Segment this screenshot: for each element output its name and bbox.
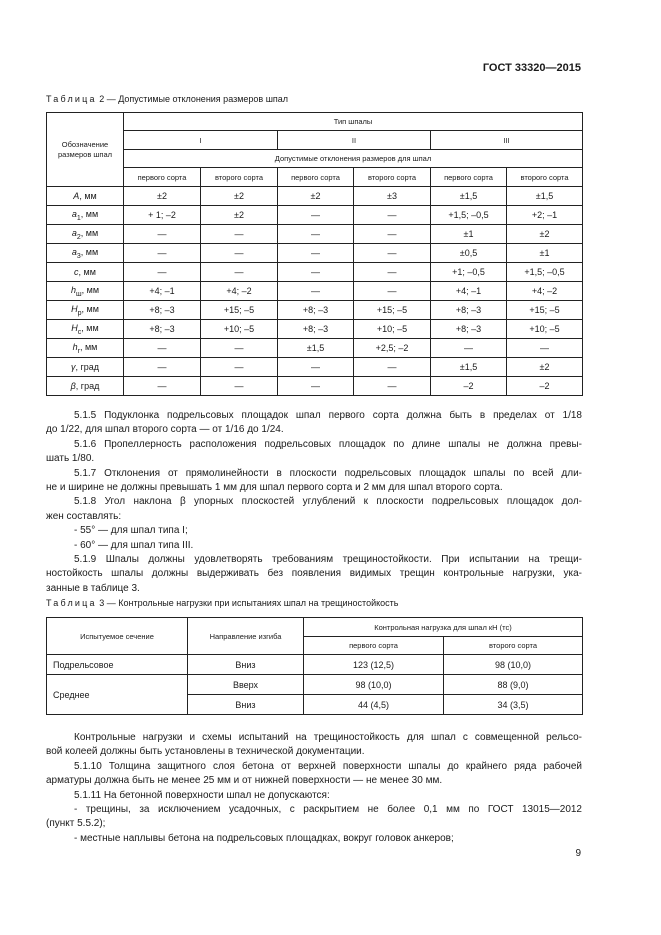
table2-value-cell: +4; –1 — [431, 282, 507, 301]
table3-direction-header: Направление изгиба — [188, 618, 304, 655]
table2-value-cell: — — [354, 377, 431, 396]
text-line: - местные наплывы бетона на подрельсовых площадках, вокруг головок анкеров; — [74, 832, 454, 844]
table2-value-cell: + 1; –2 — [124, 206, 201, 225]
table2-value-cell: +15; –5 — [354, 301, 431, 320]
text-line: до 1/22, для шпал второго сорта — от 1/16 до 1/24. — [46, 424, 284, 436]
table2-designation-cell — [47, 263, 124, 282]
table3-caption-text: 3 — Контрольные нагрузки при испытаниях шпал на трещиностойкость — [99, 598, 399, 608]
table2-value-cell: +8; –3 — [124, 301, 201, 320]
table3-value-cell: 34 (3,5) — [444, 695, 583, 715]
table2-value-cell: +1; –0,5 — [431, 263, 507, 282]
document-number: ГОСТ 33320—2015 — [482, 62, 581, 74]
table-row — [47, 358, 583, 377]
symbol: γ — [70, 362, 76, 372]
table2-value-cell: ±1,5 — [431, 358, 507, 377]
table2-value-cell: ±1,5 — [278, 339, 354, 358]
table3-value-cell: 123 (12,5) — [304, 655, 444, 675]
table2-value-cell: +8; –3 — [278, 320, 354, 339]
table3-caption — [46, 598, 398, 608]
table2-value-cell: ±2 — [201, 206, 278, 225]
table2-value-cell: +2,5; –2 — [354, 339, 431, 358]
symbol-subscript: ш — [76, 290, 82, 298]
table2-value-cell: — — [124, 263, 201, 282]
table2-value-cell: — — [278, 282, 354, 301]
table-row — [47, 339, 583, 358]
table2-value-cell: — — [431, 339, 507, 358]
symbol-subscript: 3 — [76, 252, 81, 260]
table2-value-cell: — — [201, 244, 278, 263]
section-text-1 — [46, 409, 582, 596]
table-row — [47, 655, 583, 675]
table2-type-header: Тип шпалы — [124, 113, 583, 131]
text-line: занные в таблице 3. — [46, 582, 140, 594]
table2-deviation-header: Допустимые отклонения размеров для шпал — [124, 150, 583, 168]
table3-load-header: Контрольная нагрузка для шпал кН (тс) — [304, 618, 583, 637]
text-line: 5.1.10 Толщина защитного слоя бетона от верхней поверхности шпалы до крайнего ряда рабочей — [74, 760, 582, 772]
table2-value-cell: +1,5; –0,5 — [507, 263, 583, 282]
unit: , мм — [81, 284, 100, 295]
table3-section-header: Испытуемое сечение — [47, 618, 188, 655]
table2-value-cell: ±1,5 — [431, 187, 507, 206]
table-row — [47, 301, 583, 320]
table3-control-loads — [46, 617, 583, 715]
table2-value-cell: +1,5; –0,5 — [431, 206, 507, 225]
table2-value-cell: — — [201, 263, 278, 282]
symbol-subscript: 1 — [76, 214, 81, 222]
symbol-subscript: c — [77, 328, 82, 336]
table2-value-cell: ±2 — [278, 187, 354, 206]
text-line: жен составлять: — [46, 510, 122, 522]
table-row — [47, 675, 583, 695]
table2-grade-header: второго сорта — [507, 168, 583, 187]
unit: , мм — [79, 341, 98, 352]
table2-value-cell: –2 — [507, 377, 583, 396]
symbol: H — [71, 322, 78, 333]
text-line: шать 1/80. — [46, 453, 95, 465]
table2-designation-cell — [47, 206, 124, 225]
table2-value-cell: +4; –2 — [507, 282, 583, 301]
text-line: 5.1.5 Подуклонка подрельсовых площадок шпал первого сорта должна быть в пределах от 1/18 — [74, 410, 582, 421]
table2-value-cell: +8; –3 — [124, 320, 201, 339]
table2-grade-header: второго сорта — [201, 168, 278, 187]
table2-value-cell: — — [354, 263, 431, 282]
table2-value-cell: — — [201, 339, 278, 358]
page-number: 9 — [575, 848, 581, 859]
table2-type-3: III — [431, 131, 583, 150]
table3-value-cell: 44 (4,5) — [304, 695, 444, 715]
table2-designation-cell — [47, 339, 124, 358]
table2-grade-header: первого сорта — [124, 168, 201, 187]
table2-grade-header: первого сорта — [431, 168, 507, 187]
unit: , мм — [80, 246, 99, 257]
table2-caption — [46, 94, 288, 104]
symbol: a — [71, 246, 77, 257]
text-line: вой колеей должны быть установлены в технической документации. — [46, 746, 365, 758]
unit: , мм — [80, 227, 99, 238]
table2-value-cell: — — [278, 358, 354, 377]
table2-value-cell: — — [354, 206, 431, 225]
text-line: - трещины, за исключением усадочных, с раскрытием не более 0,1 мм по ГОСТ 13015—2012 — [74, 804, 582, 816]
table-row — [47, 377, 583, 396]
table2-value-cell: +2; –1 — [507, 206, 583, 225]
table2-value-cell: ±0,5 — [431, 244, 507, 263]
table2-value-cell: ±1,5 — [507, 187, 583, 206]
table2-value-cell: +15; –5 — [507, 301, 583, 320]
table2-value-cell: — — [201, 358, 278, 377]
table2-value-cell: — — [124, 244, 201, 263]
table2-value-cell: ±3 — [354, 187, 431, 206]
table2-value-cell: ±2 — [201, 187, 278, 206]
symbol-subscript: 2 — [76, 233, 81, 241]
symbol: h — [70, 284, 76, 295]
text-line: 5.1.7 Отклонения от прямолинейности в плоскости подрельсовых площадок шпалы по всей дли- — [74, 467, 582, 479]
table2-designation-cell — [47, 244, 124, 263]
table2-value-cell: +8; –3 — [431, 320, 507, 339]
table3-direction-cell: Вверх — [188, 675, 304, 695]
text-line: не и ширине не должны превышать 1 мм для шпал первого сорта и 2 мм для шпал второго сорта. — [46, 482, 503, 494]
table3-grade1-header: первого сорта — [304, 637, 444, 655]
text-line: 5.1.6 Пропеллерность расположения подрельсовых площадок по длине шпалы не должна превы- — [74, 438, 582, 450]
table2-value-cell: — — [201, 377, 278, 396]
table2-designation-cell — [47, 282, 124, 301]
table2-caption-text: 2 — Допустимые отклонения размеров шпал — [99, 94, 289, 104]
table2-value-cell: +4; –2 — [201, 282, 278, 301]
unit: , мм — [79, 191, 97, 201]
table2-grade-header: первого сорта — [278, 168, 354, 187]
text-line: (пункт 5.5.2); — [46, 818, 106, 830]
table2-grade-header: второго сорта — [354, 168, 431, 187]
text-line: арматуры должна быть не менее 25 мм и от нижней поверхности — не менее 30 мм. — [46, 775, 443, 787]
table2-type-1: I — [124, 131, 278, 150]
text-line: Контрольные нагрузки и схемы испытаний на трещиностойкость для шпал с совмещенной рельсо- — [74, 732, 582, 743]
table-row — [47, 263, 583, 282]
text-line: 5.1.9 Шпалы должны удовлетворять требованиям трещиностойкости. При испытании на трещи- — [74, 554, 582, 566]
table2-value-cell: — — [354, 225, 431, 244]
table2-value-cell: — — [124, 358, 201, 377]
table2-value-cell: +10; –5 — [201, 320, 278, 339]
table3-value-cell: 98 (10,0) — [304, 675, 444, 695]
table-row — [47, 187, 583, 206]
table2-value-cell: ±2 — [507, 225, 583, 244]
table3-direction-cell: Вниз — [188, 695, 304, 715]
table-row — [47, 320, 583, 339]
text-line: 5.1.8 Угол наклона β упорных плоскостей углублений к плоскости подрельсовых площадок дол- — [74, 496, 582, 508]
table2-value-cell: — — [124, 339, 201, 358]
table2-value-cell: — — [278, 206, 354, 225]
table2-value-cell: +8; –3 — [278, 301, 354, 320]
table3-value-cell: 98 (10,0) — [444, 655, 583, 675]
table2-value-cell: — — [124, 225, 201, 244]
table2-value-cell: +4; –1 — [124, 282, 201, 301]
symbol: h — [72, 341, 78, 352]
symbol: c — [74, 267, 79, 277]
table2-value-cell: — — [124, 377, 201, 396]
table2-designation-cell — [47, 320, 124, 339]
table2-col-designation-header: Обозначение размеров шпал — [47, 113, 124, 187]
table-row — [47, 206, 583, 225]
table3-value-cell: 88 (9,0) — [444, 675, 583, 695]
table3-section-cell: Подрельсовое — [47, 655, 188, 675]
table3-section-cell: Среднее — [47, 675, 188, 715]
table2-value-cell: ±2 — [124, 187, 201, 206]
table2-value-cell: +10; –5 — [354, 320, 431, 339]
table2-designation-cell — [47, 358, 124, 377]
table2-value-cell: — — [354, 282, 431, 301]
table-row — [47, 282, 583, 301]
table-row — [47, 225, 583, 244]
table2-value-cell: — — [354, 358, 431, 377]
table2-designation-cell — [47, 225, 124, 244]
table2-designation-cell — [47, 301, 124, 320]
unit: , град — [75, 362, 100, 372]
table2-value-cell: — — [354, 244, 431, 263]
table3-grade2-header: второго сорта — [444, 637, 583, 655]
table2-value-cell: ±1 — [507, 244, 583, 263]
symbol: a — [71, 227, 77, 238]
unit: , град — [75, 381, 100, 391]
table2-value-cell: — — [278, 244, 354, 263]
text-line: - 55° — для шпал типа I; — [74, 525, 188, 537]
table3-direction-cell: Вниз — [188, 655, 304, 675]
table2-value-cell: +10; –5 — [507, 320, 583, 339]
unit: , мм — [81, 303, 99, 314]
table3-caption-label: Таблица — [46, 598, 97, 608]
symbol: β — [70, 381, 76, 391]
symbol: H — [71, 303, 78, 314]
table-row — [47, 244, 583, 263]
table2-value-cell: — — [278, 377, 354, 396]
table2-caption-label: Таблица — [46, 94, 97, 104]
symbol: A — [73, 191, 80, 201]
section-text-2 — [46, 731, 582, 846]
table2-designation-cell — [47, 377, 124, 396]
text-line: 5.1.11 На бетонной поверхности шпал не допускаются: — [74, 789, 330, 801]
unit: , мм — [78, 267, 96, 277]
symbol-subscript: p — [77, 309, 82, 317]
text-line: ностойкость шпалы должны выдерживать без появления видимых трещин контрольные нагрузки, ука- — [46, 568, 582, 580]
symbol-subscript: r — [77, 347, 80, 355]
table2-value-cell: +15; –5 — [201, 301, 278, 320]
unit: , мм — [80, 208, 99, 219]
text-line: - 60° — для шпал типа III. — [74, 539, 194, 551]
table2-designation-cell — [47, 187, 124, 206]
table2-value-cell: ±1 — [431, 225, 507, 244]
table2-value-cell: — — [201, 225, 278, 244]
table2-value-cell: — — [278, 225, 354, 244]
table2-value-cell: +8; –3 — [431, 301, 507, 320]
table2-type-2: II — [278, 131, 431, 150]
table2-value-cell: ±2 — [507, 358, 583, 377]
symbol: a — [71, 208, 77, 219]
table2-value-cell: — — [278, 263, 354, 282]
table2-value-cell: –2 — [431, 377, 507, 396]
unit: , мм — [81, 322, 99, 333]
table2-value-cell: — — [507, 339, 583, 358]
table2-tolerances — [46, 112, 583, 396]
